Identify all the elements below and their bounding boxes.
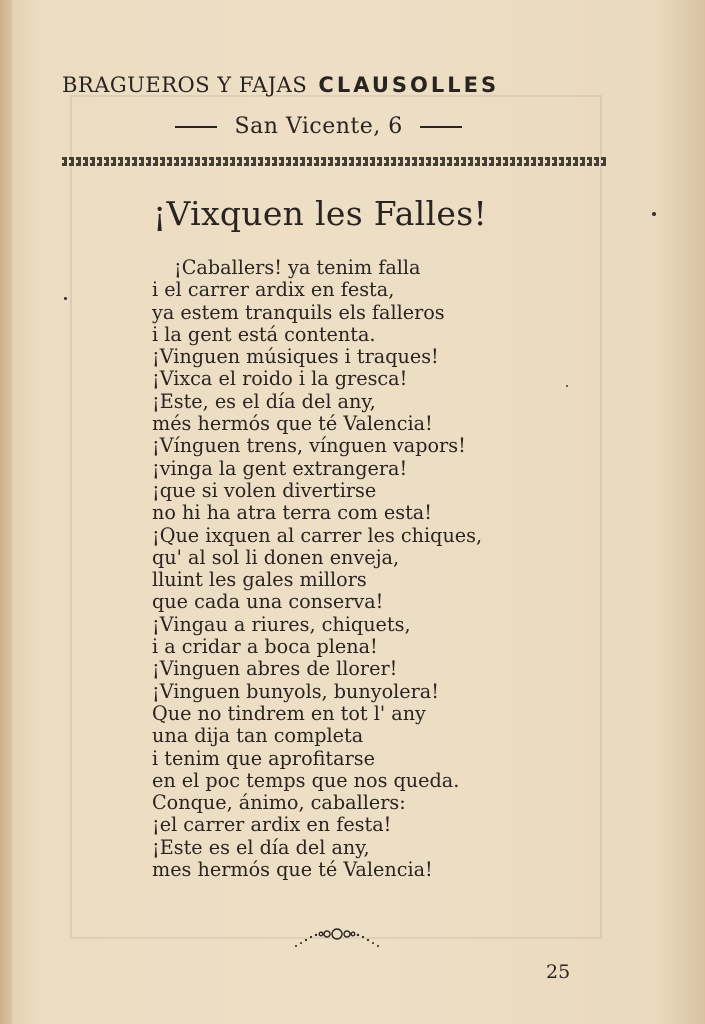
poem-line: i a cridar a boca plena!: [152, 635, 378, 659]
poem-line: Que no tindrem en tot l' any: [152, 701, 426, 725]
poem-line: i la gent está contenta.: [152, 322, 376, 346]
poem-line: ¡Que ixquen al carrer les chiques,: [152, 523, 483, 547]
poem-line: lluint les gales millors: [152, 568, 367, 592]
header-address: [165, 114, 472, 139]
poem-line: ¡Vinguen músiques i traques!: [152, 345, 439, 369]
poem-line: una dija tan completa: [152, 724, 364, 748]
poem-line: Conque, ánimo, caballers:: [152, 791, 406, 815]
header-brand: CLAUSOLLES: [318, 73, 500, 97]
poem-line: ya estem tranquils els falleros: [152, 300, 445, 324]
poem-body: [152, 257, 532, 881]
poem-line: i el carrer ardix en festa,: [152, 278, 395, 302]
ornamental-rule: [62, 157, 608, 166]
poem-title: ¡Vixquen les Falles!: [153, 194, 488, 233]
poem-line: ¡Vingau a riures, chiquets,: [152, 612, 411, 636]
address-text: San Vicente, 6: [234, 114, 403, 139]
poem-line: ¡Vinguen abres de llorer!: [152, 657, 398, 681]
right-dash: [420, 126, 462, 128]
tailpiece-ornament: [292, 922, 382, 952]
paper-speck: [566, 385, 568, 387]
poem-line: que cada una conserva!: [152, 590, 384, 614]
poem-line: ¡Vixca el roido i la gresca!: [152, 367, 408, 391]
header-text: BRAGUEROS Y FAJAS: [62, 73, 308, 97]
poem-line: qu' al sol li donen enveja,: [152, 545, 400, 569]
poem-line: no hi ha atra terra com esta!: [152, 501, 432, 525]
poem-line: en el poc temps que nos queda.: [152, 768, 460, 792]
poem-line: i tenim que aprofitarse: [152, 746, 375, 770]
paper-speck: [64, 297, 67, 300]
poem-line: ¡que si volen divertirse: [152, 478, 377, 502]
poem-line: ¡vinga la gent extrangera!: [152, 456, 408, 480]
poem-line: més hermós que té Valencia!: [152, 412, 433, 436]
paper-speck: [652, 212, 656, 216]
poem-line: ¡Este, es el día del any,: [152, 389, 376, 413]
header-advertisement: [62, 73, 622, 97]
poem-line: ¡Vínguen trens, vínguen vapors!: [152, 434, 466, 458]
left-dash: [175, 126, 217, 128]
poem-line: mes hermós que té Valencia!: [152, 858, 433, 882]
poem-line: ¡Este es el día del any,: [152, 835, 370, 859]
page-number: 25: [546, 961, 571, 983]
poem-line: ¡Vinguen bunyols, bunyolera!: [152, 679, 439, 703]
poem-line: ¡el carrer ardix en festa!: [152, 813, 392, 837]
poem-line: ¡Caballers! ya tenim falla: [174, 256, 421, 279]
page-fold: [0, 0, 12, 1024]
